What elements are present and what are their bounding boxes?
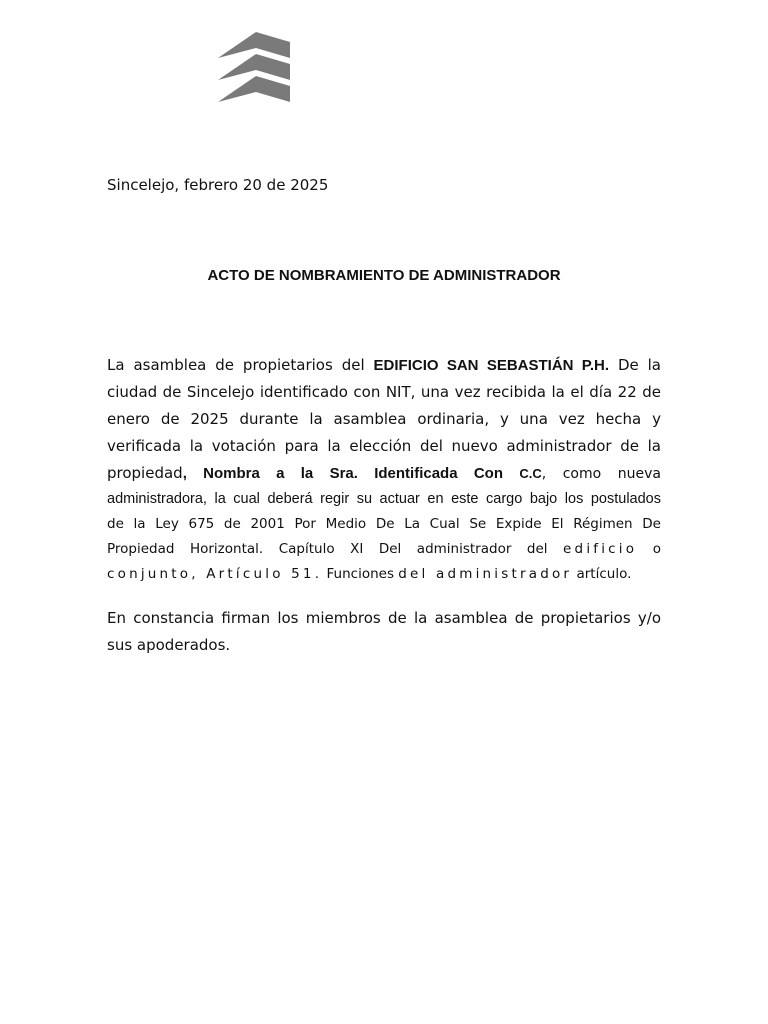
document-title: ACTO DE NOMBRAMIENTO DE ADMINISTRADOR bbox=[207, 267, 561, 284]
building-stack-logo-icon bbox=[216, 30, 294, 106]
paragraph-line: enero de 2025 durante la asamblea ordinaria, y una vez hecha y bbox=[107, 410, 661, 428]
text-span: conjunto, Artículo 51. bbox=[107, 566, 323, 582]
text-span: De la bbox=[609, 356, 661, 374]
document-date: Sincelejo, febrero 20 de 2025 bbox=[107, 176, 329, 194]
building-name: EDIFICIO SAN SEBASTIÁN P.H. bbox=[373, 357, 610, 374]
text-span: , como nueva bbox=[541, 466, 661, 482]
paragraph-line: ciudad de Sincelejo identificado con NIT, una vez recibida la el día 22 de bbox=[107, 383, 661, 401]
paragraph-line bbox=[107, 352, 661, 379]
paragraph-line: verificada la votación para la elección del nuevo administrador de la bbox=[107, 437, 661, 455]
text-span: La asamblea de propietarios del bbox=[107, 356, 374, 374]
text-span: del administrador bbox=[398, 566, 573, 582]
closing-paragraph bbox=[107, 605, 661, 659]
id-type: C.C bbox=[519, 466, 542, 481]
text-span: Funciones bbox=[322, 566, 399, 582]
appointment-paragraph bbox=[107, 352, 661, 587]
paragraph-line: En constancia firman los miembros de la asamblea de propietarios y/o bbox=[107, 609, 661, 627]
paragraph-line bbox=[107, 562, 661, 587]
paragraph-line bbox=[107, 460, 661, 487]
text-span: Propiedad Horizontal. Capítulo XI Del administrador del bbox=[107, 541, 564, 557]
appointment-phrase: , Nombra a la Sra. Identificada Con bbox=[182, 465, 520, 482]
text-span: artículo. bbox=[572, 566, 632, 582]
paragraph-line bbox=[107, 537, 661, 562]
paragraph-line: sus apoderados. bbox=[107, 636, 231, 654]
text-span: edificio bbox=[563, 541, 638, 557]
paragraph-line: administradora, la cual deberá regir su actuar en este cargo bajo los postulados bbox=[107, 491, 661, 507]
paragraph-line: de la Ley 675 de 2001 Por Medio De La Cual Se Expide El Régimen De bbox=[107, 516, 661, 532]
text-span: propiedad bbox=[107, 464, 183, 482]
text-span: o bbox=[637, 541, 661, 557]
